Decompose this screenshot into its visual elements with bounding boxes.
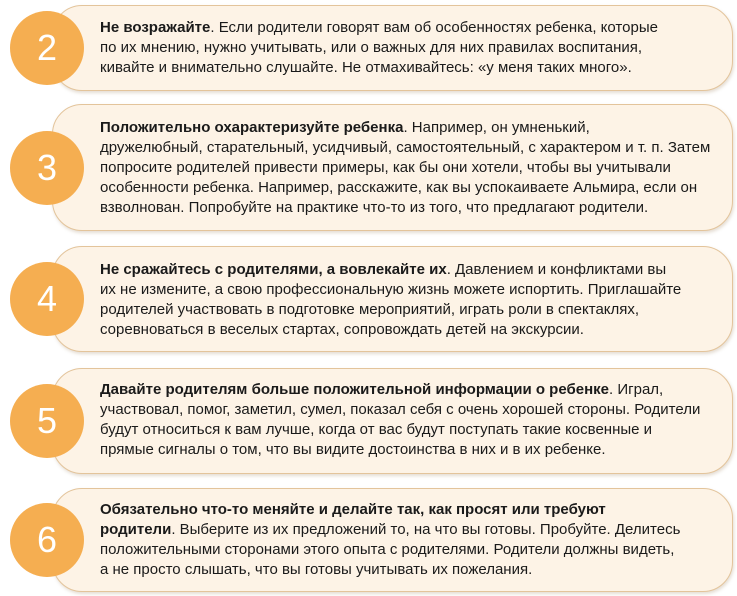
item-number-badge: 5 — [10, 384, 84, 458]
item-text-line: участвовал, помог, заметил, сумел, показал себя с очень хорошей стороны. Родители — [100, 401, 701, 418]
item-text-line: положительными сторонами этого опыта с родителями. Родители должны видеть, — [100, 541, 675, 558]
item-text-line: . Выберите из их предложений то, на что вы готовы. Пробуйте. Делитесь — [171, 521, 681, 538]
item-text-line: . Играл, — [609, 381, 664, 398]
item-heading: Обязательно что-то меняйте и делайте так, как просят или требуют — [100, 501, 606, 518]
item-text-line: по их мнению, нужно учитывать, или о важных для них правилах воспитания, — [100, 39, 643, 56]
item-text-line: . Давлением и конфликтами вы — [446, 261, 667, 278]
item-number-badge: 2 — [10, 11, 84, 85]
item-text-line: дружелюбный, старательный, усидчивый, самостоятельный, с характером и т. п. Затем — [100, 139, 711, 156]
list-item — [0, 5, 737, 91]
item-heading: Не сражайтесь с родителями, а вовлекайте их — [100, 261, 447, 278]
list-item — [0, 104, 737, 231]
item-text — [100, 380, 725, 460]
item-text-line: а не просто слышать, что вы готовы учитывать их пожелания. — [100, 561, 533, 578]
item-number-badge: 6 — [10, 503, 84, 577]
list-item — [0, 488, 737, 592]
item-text-line: . Например, он умненький, — [403, 119, 590, 136]
item-text-line: прямые сигналы о том, что вы видите достоинства в них и в их ребенке. — [100, 441, 606, 458]
item-text-line: соревноваться в веселых стартах, сопровождать детей на экскурсии. — [100, 321, 584, 338]
list-item — [0, 246, 737, 352]
item-text — [100, 260, 725, 340]
item-text-line: особенности ребенка. Например, расскажите, как вы успокаиваете Альмира, если он — [100, 179, 698, 196]
list-item — [0, 368, 737, 474]
item-text-line: . Если родители говорят вам об особенностях ребенка, которые — [210, 19, 658, 36]
item-text — [100, 18, 725, 78]
item-number-badge: 3 — [10, 131, 84, 205]
item-text-line: взволнован. Попробуйте на практике что-то из того, что предлагают родители. — [100, 199, 649, 216]
item-text — [100, 500, 725, 580]
item-text-line: их не измените, а свою профессиональную жизнь можете испортить. Приглашайте — [100, 281, 682, 298]
item-text-line: будут относиться к вам лучше, когда от вас будут поступать такие косвенные и — [100, 421, 653, 438]
item-text-line: попросите родителей привести примеры, как бы они хотели, чтобы вы учитывали — [100, 159, 671, 176]
item-text-line: кивайте и внимательно слушайте. Не отмахивайтесь: «у меня таких много». — [100, 59, 632, 76]
item-number-badge: 4 — [10, 262, 84, 336]
item-heading: Положительно охарактеризуйте ребенка — [100, 119, 404, 136]
item-text — [100, 118, 725, 218]
item-heading: Давайте родителям больше положительной информации о ребенке — [100, 381, 610, 398]
item-text-line: родителей участвовать в подготовке мероприятий, играть роли в спектаклях, — [100, 301, 640, 318]
item-heading-continued: родители — [100, 521, 172, 538]
item-heading: Не возражайте — [100, 19, 211, 36]
